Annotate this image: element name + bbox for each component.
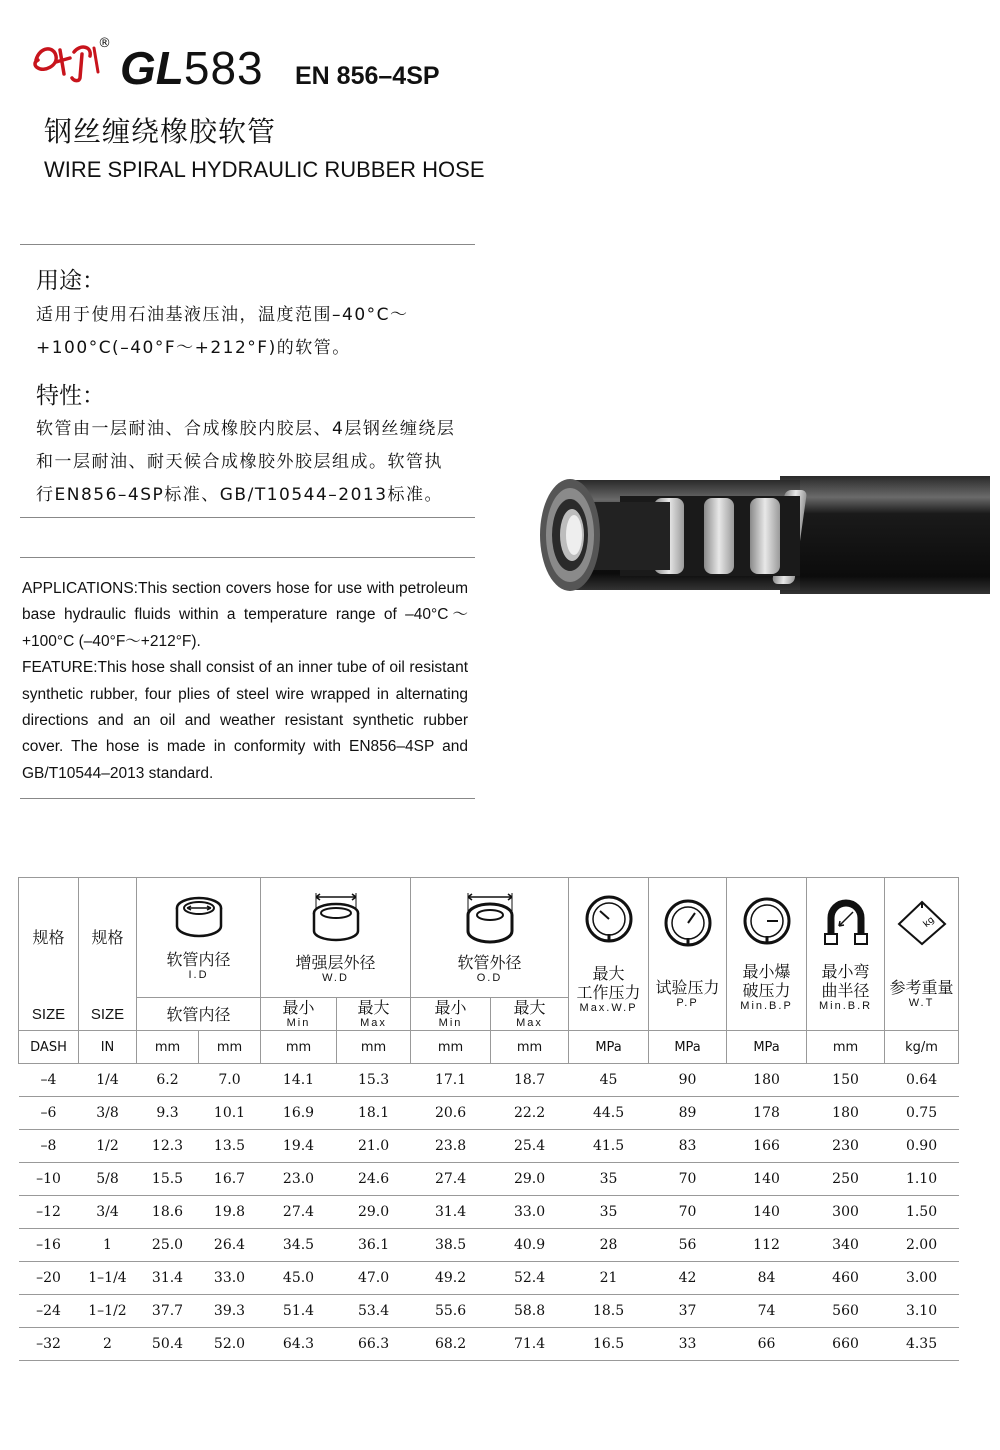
table-cell: 71.4 [491,1328,569,1361]
spec-table [18,877,959,1361]
table-cell: 31.4 [137,1262,199,1295]
min-bend-radius-header: 最小弯 曲半径 Min.B.R [807,878,885,1031]
divider [20,798,475,799]
unit-cell: mm [411,1031,491,1064]
table-cell: 6.2 [137,1064,199,1097]
table-row [19,1229,959,1262]
od-max-label: 最大 Max [491,998,569,1031]
wd-min-label: 最小 Min [261,998,337,1031]
table-cell: 39.3 [199,1295,261,1328]
table-cell: 25.0 [137,1229,199,1262]
table-unit-row [19,1031,959,1064]
pressure-gauge-icon [663,898,713,948]
table-row [19,1097,959,1130]
unit-cell: MPa [569,1031,649,1064]
table-cell: 230 [807,1130,885,1163]
table-cell: 27.4 [411,1163,491,1196]
inner-diameter-label: 软管内径 [137,998,261,1031]
model-title [120,40,264,96]
standard-label: EN 856–4SP [295,62,440,90]
usage-text [36,299,476,365]
table-cell: 5/8 [79,1163,137,1196]
table-cell: 4.35 [885,1328,959,1361]
table-cell: 9.3 [137,1097,199,1130]
table-cell: 29.0 [337,1196,411,1229]
table-cell: 40.9 [491,1229,569,1262]
table-cell: 47.0 [337,1262,411,1295]
features-line: 软管由一层耐油、合成橡胶内胶层、4层钢丝缠绕层 [36,419,456,439]
table-cell: 460 [807,1262,885,1295]
table-cell: 89 [649,1097,727,1130]
weight-header: kg 参考重量 W.T [885,878,959,1031]
table-cell: 18.7 [491,1064,569,1097]
table-cell: –20 [19,1262,79,1295]
table-row [19,1295,959,1328]
table-cell: –8 [19,1130,79,1163]
table-cell: 180 [727,1064,807,1097]
table-cell: 45.0 [261,1262,337,1295]
table-cell: 2.00 [885,1229,959,1262]
table-cell: 41.5 [569,1130,649,1163]
unit-cell: kg/m [885,1031,959,1064]
table-cell: 27.4 [261,1196,337,1229]
table-cell: 35 [569,1196,649,1229]
pressure-gauge-icon [584,894,634,944]
table-cell: 49.2 [411,1262,491,1295]
divider [20,557,475,558]
table-cell: 38.5 [411,1229,491,1262]
feature-text: FEATURE:This hose shall consist of an inner tube of oil resistant synthetic rubber, four plies of steel wire wrapped in alternating directions and an oil and weather resistant synthetic rubber cover. The hose is made in conformity with EN856–4SP and GB/T10544–2013 standard. [22,659,468,782]
table-cell: 33.0 [491,1196,569,1229]
table-cell: 56 [649,1229,727,1262]
usage-line: +100°C(–40°F～+212°F)的软管。 [36,338,351,358]
table-cell: 29.0 [491,1163,569,1196]
table-cell: 28 [569,1229,649,1262]
table-cell: 52.4 [491,1262,569,1295]
inner-diameter-icon [174,894,224,940]
pressure-gauge-icon [742,896,792,946]
table-cell: 31.4 [411,1196,491,1229]
table-cell: 45 [569,1064,649,1097]
divider [20,517,475,518]
table-cell: –32 [19,1328,79,1361]
table-cell: 50.4 [137,1328,199,1361]
table-cell: 74 [727,1295,807,1328]
table-cell: 70 [649,1196,727,1229]
table-cell: 15.5 [137,1163,199,1196]
table-cell: 52.0 [199,1328,261,1361]
spec-in-header: 规格 [79,878,137,998]
unit-cell: mm [261,1031,337,1064]
table-cell: 64.3 [261,1328,337,1361]
features-heading: 特性： [36,383,105,409]
svg-text:kg: kg [921,915,937,930]
table-cell: 1 [79,1229,137,1262]
table-cell: 83 [649,1130,727,1163]
table-cell: 66.3 [337,1328,411,1361]
size-in-label: SIZE [79,998,137,1031]
table-cell: 12.3 [137,1130,199,1163]
table-row [19,1262,959,1295]
table-cell: 22.2 [491,1097,569,1130]
unit-cell: DASH [19,1031,79,1064]
registered-mark: ® [98,36,111,51]
table-cell: 35 [569,1163,649,1196]
features-line: 和一层耐油、耐天候合成橡胶外胶层组成。软管执 [36,452,443,472]
table-cell: 2 [79,1328,137,1361]
table-body [19,1064,959,1361]
table-cell: 36.1 [337,1229,411,1262]
table-cell: 84 [727,1262,807,1295]
size-dash-label: SIZE [19,998,79,1031]
hose-cutaway-image [530,470,990,600]
table-cell: 15.3 [337,1064,411,1097]
table-cell: 0.64 [885,1064,959,1097]
table-cell: 25.4 [491,1130,569,1163]
table-row [19,1064,959,1097]
wd-max-label: 最大 Max [337,998,411,1031]
table-cell: 1–1/2 [79,1295,137,1328]
model-prefix: GL [120,42,184,94]
unit-cell: mm [807,1031,885,1064]
table-cell: 37 [649,1295,727,1328]
divider [20,244,475,245]
table-cell: 166 [727,1130,807,1163]
table-cell: 55.6 [411,1295,491,1328]
table-cell: 16.9 [261,1097,337,1130]
table-cell: 18.1 [337,1097,411,1130]
table-cell: 178 [727,1097,807,1130]
table-cell: 16.7 [199,1163,261,1196]
table-cell: 34.5 [261,1229,337,1262]
table-row [19,1328,959,1361]
table-cell: 1.50 [885,1196,959,1229]
table-cell: 17.1 [411,1064,491,1097]
table-row [19,1130,959,1163]
reinforcement-diameter-icon [306,891,366,947]
bend-radius-icon [821,896,871,946]
table-cell: 37.7 [137,1295,199,1328]
unit-cell: MPa [727,1031,807,1064]
table-cell: 19.8 [199,1196,261,1229]
model-number: 583 [183,42,264,94]
table-cell: 42 [649,1262,727,1295]
table-cell: 3/8 [79,1097,137,1130]
table-cell: 58.8 [491,1295,569,1328]
table-cell: 26.4 [199,1229,261,1262]
od-min-label: 最小 Min [411,998,491,1031]
table-cell: 68.2 [411,1328,491,1361]
table-cell: 70 [649,1163,727,1196]
table-cell: 44.5 [569,1097,649,1130]
table-cell: 0.90 [885,1130,959,1163]
table-cell: 18.5 [569,1295,649,1328]
table-cell: –10 [19,1163,79,1196]
product-title-en: WIRE SPIRAL HYDRAULIC RUBBER HOSE [44,157,485,182]
table-header-row [19,878,959,998]
table-cell: 112 [727,1229,807,1262]
table-cell: 3/4 [79,1196,137,1229]
table-cell: 7.0 [199,1064,261,1097]
features-text [36,413,476,512]
unit-cell: mm [337,1031,411,1064]
table-cell: –12 [19,1196,79,1229]
unit-cell: mm [199,1031,261,1064]
table-cell: 1–1/4 [79,1262,137,1295]
table-cell: –24 [19,1295,79,1328]
table-cell: 53.4 [337,1295,411,1328]
product-title-cn: 钢丝缠绕橡胶软管 [44,115,277,148]
unit-cell: mm [137,1031,199,1064]
table-cell: 16.5 [569,1328,649,1361]
brand-logo [30,38,108,84]
table-cell: 1/4 [79,1064,137,1097]
table-row [19,1163,959,1196]
spec-dash-header: 规格 [19,878,79,998]
table-cell: 1.10 [885,1163,959,1196]
table-cell: 33.0 [199,1262,261,1295]
proof-pressure-header: 试验压力 P.P [649,878,727,1031]
table-cell: 1/2 [79,1130,137,1163]
features-line: 行EN856–4SP标准、GB/T10544–2013标准。 [36,485,444,505]
table-cell: 90 [649,1064,727,1097]
table-cell: 14.1 [261,1064,337,1097]
table-cell: 560 [807,1295,885,1328]
weight-icon [895,898,949,948]
applications-text: APPLICATIONS:This section covers hose for use with petroleum base hydraulic fluids within a temperature range of –40°C～+100°C (–40°F～+212°F). [22,580,468,650]
table-cell: 66 [727,1328,807,1361]
table-cell: 140 [727,1196,807,1229]
unit-cell: mm [491,1031,569,1064]
table-cell: –16 [19,1229,79,1262]
table-cell: 19.4 [261,1130,337,1163]
table-row [19,1196,959,1229]
table-cell: 180 [807,1097,885,1130]
outer-diameter-icon [460,891,520,947]
table-cell: 33 [649,1328,727,1361]
table-cell: 0.75 [885,1097,959,1130]
table-cell: 23.0 [261,1163,337,1196]
table-cell: 140 [727,1163,807,1196]
table-cell: 150 [807,1064,885,1097]
unit-cell: IN [79,1031,137,1064]
max-working-pressure-header: 最大 工作压力 Max.W.P [569,878,649,1031]
table-cell: 21.0 [337,1130,411,1163]
table-cell: –4 [19,1064,79,1097]
reinforcement-diameter-header: 增强层外径 W.D [261,878,411,998]
table-cell: 13.5 [199,1130,261,1163]
usage-heading: 用途： [36,268,105,294]
table-cell: 340 [807,1229,885,1262]
table-cell: 250 [807,1163,885,1196]
table-cell: 51.4 [261,1295,337,1328]
min-burst-pressure-header: 最小爆 破压力 Min.B.P [727,878,807,1031]
unit-cell: MPa [649,1031,727,1064]
table-cell: 18.6 [137,1196,199,1229]
table-cell: 20.6 [411,1097,491,1130]
table-cell: 21 [569,1262,649,1295]
usage-line: 适用于使用石油基液压油，温度范围–40°C～ [36,305,409,325]
table-cell: 24.6 [337,1163,411,1196]
table-cell: 660 [807,1328,885,1361]
table-cell: 3.10 [885,1295,959,1328]
outer-diameter-header: 软管外径 O.D [411,878,569,998]
table-cell: 10.1 [199,1097,261,1130]
english-description [22,576,468,787]
inner-diameter-header: 软管内径 I.D [137,878,261,998]
table-cell: 23.8 [411,1130,491,1163]
table-cell: 3.00 [885,1262,959,1295]
table-cell: –6 [19,1097,79,1130]
table-cell: 300 [807,1196,885,1229]
